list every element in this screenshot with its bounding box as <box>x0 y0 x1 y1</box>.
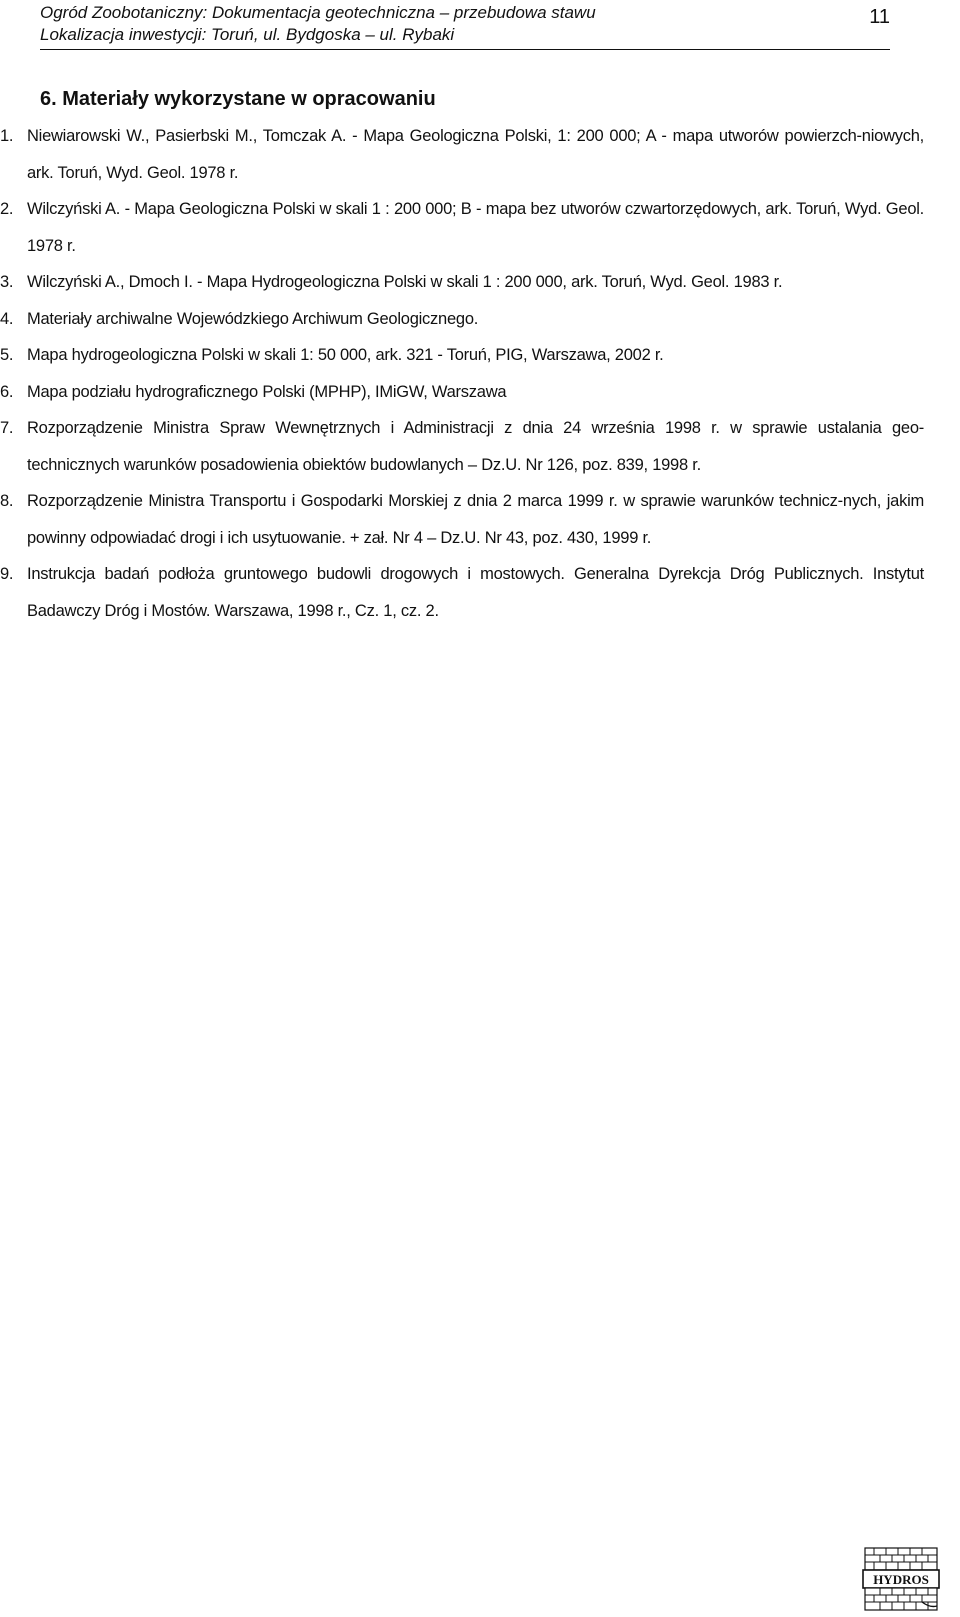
reference-item <box>0 301 960 338</box>
reference-item <box>0 483 960 556</box>
header-location: Lokalizacja inwestycji: Toruń, ul. Bydgoska – ul. Rybaki <box>40 25 455 44</box>
page-header <box>40 2 890 46</box>
reference-item <box>0 118 960 191</box>
page-number: 11 <box>869 6 890 28</box>
reference-number: 6. <box>0 382 14 401</box>
reference-list <box>0 118 960 629</box>
reference-text: Rozporządzenie Ministra Spraw Wewnętrznych i Administracji z dnia 24 września 1998 r. w sprawie ustalania geo-technicznych warunków posadowienia obiektów budowlanych – Dz.U. Nr 126, poz. 839, 1998 r. <box>27 419 924 474</box>
section-title: 6. Materiały wykorzystane w opracowaniu <box>40 88 436 110</box>
header-project: Ogród Zoobotaniczny: Dokumentacja geotechniczna – przebudowa stawu <box>40 3 596 22</box>
header-divider <box>40 49 890 50</box>
reference-text: Wilczyński A. - Mapa Geologiczna Polski w skali 1 : 200 000; B - mapa bez utworów czwartorzędowych, ark. Toruń, Wyd. Geol. 1978 r. <box>27 200 924 255</box>
reference-item <box>0 410 960 483</box>
reference-text: Materiały archiwalne Wojewódzkiego Archiwum Geologicznego. <box>27 309 479 328</box>
hydros-logo-icon <box>862 1546 940 1612</box>
reference-number: 2. <box>0 200 14 218</box>
reference-text: Instrukcja badań podłoża gruntowego budowli drogowych i mostowych. Generalna Dyrekcja Dróg Publicznych. Instytut Badawczy Dróg i Mostów. Warszawa, 1998 r., Cz. 1, cz. 2. <box>27 565 924 620</box>
reference-number: 8. <box>0 492 14 510</box>
reference-number: 7. <box>0 419 14 437</box>
reference-text: Rozporządzenie Ministra Transportu i Gospodarki Morskiej z dnia 2 marca 1999 r. w sprawie warunków technicz-nych, jakim powinny odpowiadać drogi i ich usytuowanie. + zał. Nr 4 – Dz.U. Nr 43, poz. 430, 1999 r. <box>27 492 924 547</box>
reference-item <box>0 191 960 264</box>
reference-item <box>0 264 960 301</box>
hydros-logo-graphic <box>862 1546 940 1612</box>
reference-number: 9. <box>0 565 14 583</box>
reference-text: Wilczyński A., Dmoch I. - Mapa Hydrogeologiczna Polski w skali 1 : 200 000, ark. Toruń, Wyd. Geol. 1983 r. <box>27 273 783 291</box>
reference-item <box>0 337 960 374</box>
reference-text: Niewiarowski W., Pasierbski M., Tomczak A. - Mapa Geologiczna Polski, 1: 200 000; A - mapa utworów powierzch-niowych, ark. Toruń, Wyd. Geol. 1978 r. <box>27 127 924 182</box>
reference-item <box>0 374 960 411</box>
reference-number: 3. <box>0 273 14 291</box>
logo-text: HYDROS <box>873 1572 929 1587</box>
reference-number: 1. <box>0 127 14 145</box>
reference-text: Mapa hydrogeologiczna Polski w skali 1: 50 000, ark. 321 - Toruń, PIG, Warszawa, 2002 r. <box>27 346 664 364</box>
reference-item <box>0 556 960 629</box>
reference-number: 4. <box>0 309 14 328</box>
reference-number: 5. <box>0 346 14 364</box>
reference-text: Mapa podziału hydrograficznego Polski (MPHP), IMiGW, Warszawa <box>27 382 507 401</box>
